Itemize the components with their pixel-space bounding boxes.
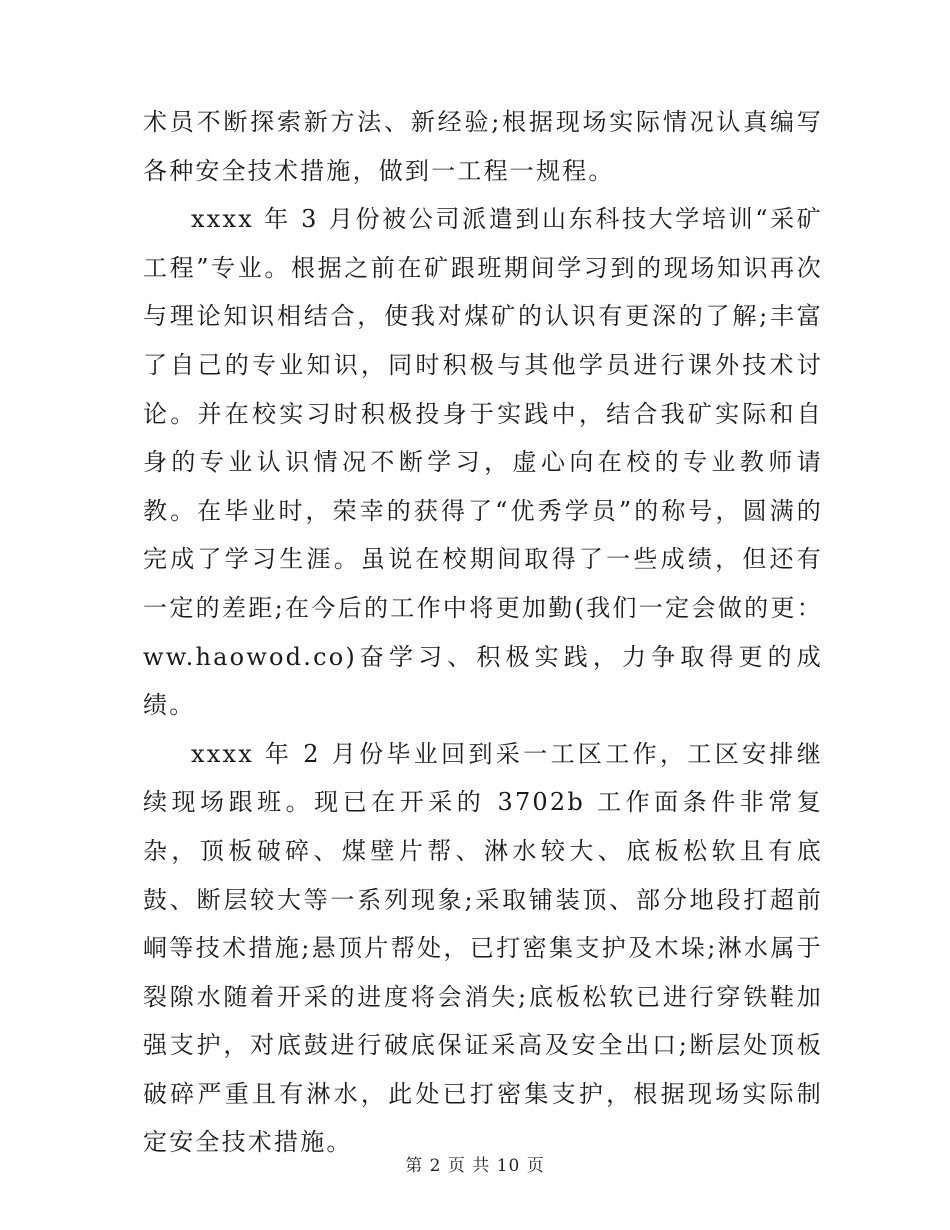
document-body <box>143 98 823 1167</box>
page-number-footer: 第 2 页 共 10 页 <box>405 1156 545 1176</box>
paragraph-work: xxxx 年 2 月份毕业回到采一工区工作，工区安排继续现场跟班。现已在开采的 3702b 工作面条件非常复杂，顶板破碎、煤壁片帮、淋水较大、底板松软且有底鼓、断层较大等一系列现象;采取铺装顶、部分地段打超前峒等技术措施;悬顶片帮处，已打密集支护及木垛;淋水属于裂隙水随着开采的进度将会消失;底板松软已进行穿铁鞋加强支护，对底鼓进行破底保证采高及安全出口;断层处顶板破碎严重且有淋水，此处已打密集支护，根据现场实际制定安全技术措施。 <box>143 739 823 1157</box>
paragraph-training: xxxx 年 3 月份被公司派遣到山东科技大学培训“采矿工程”专业。根据之前在矿跟班期间学习到的现场知识再次与理论知识相结合，使我对煤矿的认识有更深的了解;丰富了自己的专业知识，同时积极与其他学员进行课外技术讨论。并在校实习时积极投身于实践中，结合我矿实际和自身的专业认识情况不断学习，虚心向在校的专业教师请教。在毕业时，荣幸的获得了“优秀学员”的称号，圆满的完成了学习生涯。虽说在校期间取得了一些成绩，但还有一定的差距;在今后的工作中将更加勤(我们一定会做的更：ww.haowod.co)奋学习、积极实践，力争取得更的成绩。 <box>143 205 823 720</box>
paragraph-continued: 术员不断探索新方法、新经验;根据现场实际情况认真编写各种安全技术措施，做到一工程一规程。 <box>143 108 823 185</box>
